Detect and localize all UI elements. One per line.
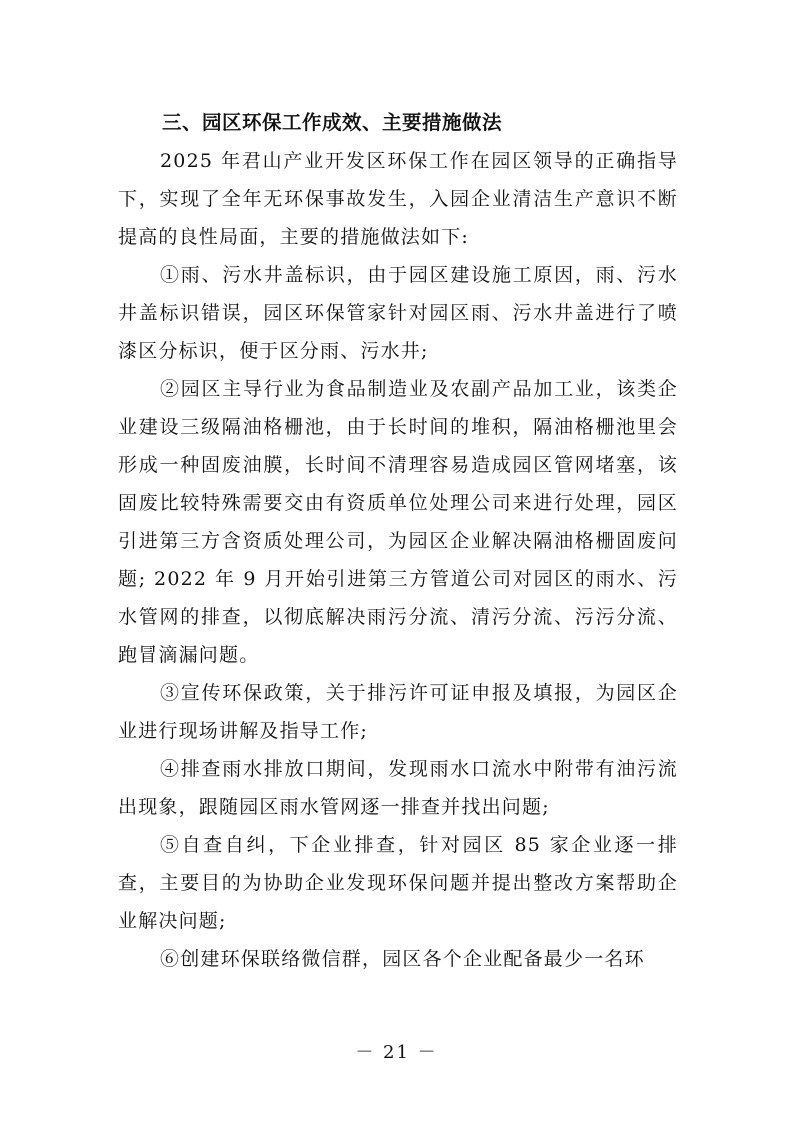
- paragraph-item-3: ③宣传环保政策，关于排污许可证申报及填报，为园区企业进行现场讲解及指导工作;: [118, 682, 678, 742]
- paragraph-item-1: ①雨、污水井盖标识，由于园区建设施工原因，雨、污水井盖标识错误，园区环保管家针对园区雨、污水井盖进行了喷漆区分标识，便于区分雨、污水井;: [118, 264, 678, 362]
- paragraph-item-4: ④排查雨水排放口期间，发现雨水口流水中附带有油污流出现象，跟随园区雨水管网逐一排查并找出问题;: [118, 758, 678, 818]
- paragraph-item-2: ②园区主导行业为食品制造业及农副产品加工业，该类企业建设三级隔油格栅池，由于长时间的堆积，隔油格栅池里会形成一种固废油膜，长时间不清理容易造成园区管网堵塞，该固废比较特殊需要交由有资质单位处理公司来进行处理，园区引进第三方含资质处理公司，为园区企业解决隔油格栅固废问题; 2022 年 9 月开始引进第三方管道公司对园区的雨水、污水管网的排查，以彻底解决雨污分流、清污分流、污污分流、跑冒滴漏问题。: [118, 378, 678, 666]
- paragraph-item-5: ⑤自查自纠，下企业排查，针对园区 85 家企业逐一排查，主要目的为协助企业发现环保问题并提出整改方案帮助企业解决问题;: [118, 834, 678, 932]
- paragraph-item-6: ⑥创建环保联络微信群，园区各个企业配备最少一名环: [160, 948, 645, 970]
- page-content: [118, 104, 678, 978]
- paragraph-intro: 2025 年君山产业开发区环保工作在园区领导的正确指导下，实现了全年无环保事故发生，入园企业清洁生产意识不断提高的良性局面，主要的措施做法如下:: [118, 150, 678, 248]
- section-heading: 三、园区环保工作成效、主要措施做法: [162, 111, 503, 134]
- page-number: － 21 －: [355, 1042, 438, 1063]
